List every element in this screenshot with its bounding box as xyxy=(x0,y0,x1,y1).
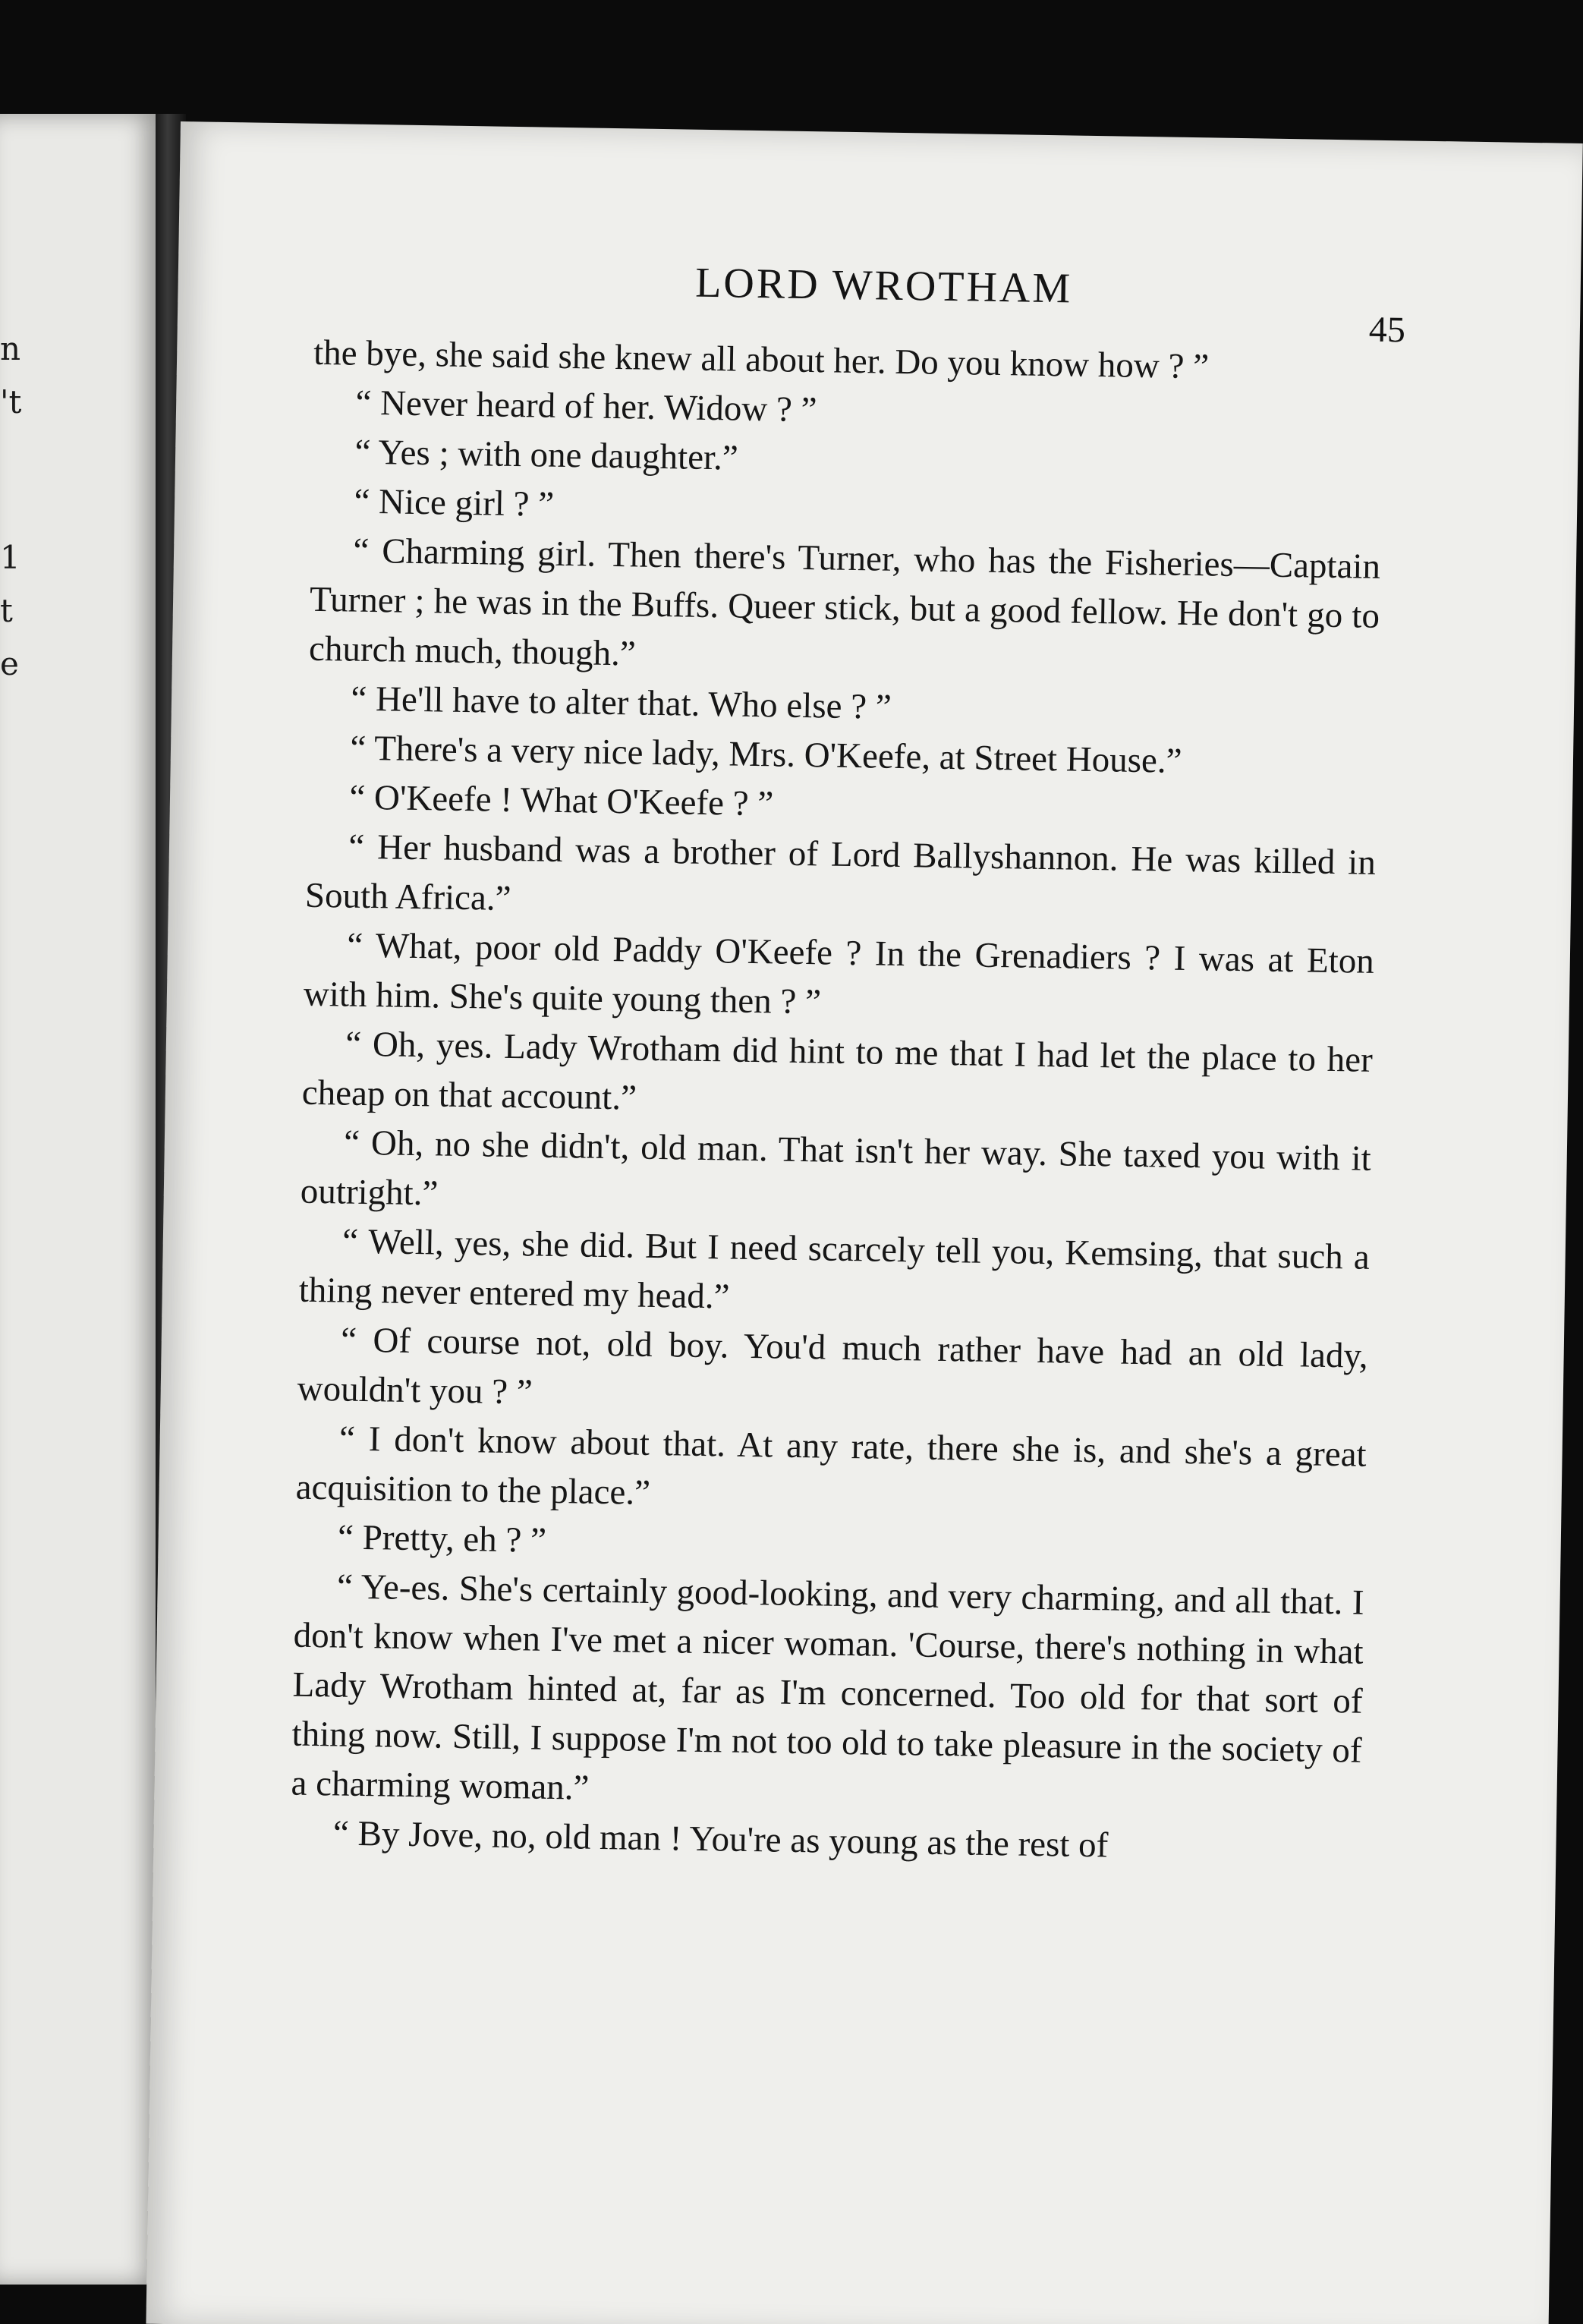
body-text xyxy=(290,329,1383,1875)
left-page-fragment: 1 xyxy=(0,539,20,576)
paragraph: “ Of course not, old boy. You'd much rather have had an old lady, wouldn't you ? ” xyxy=(297,1320,1369,1412)
paragraph: “ Yes ; with one daughter.” xyxy=(354,432,739,478)
paragraph: “ O'Keefe ! What O'Keefe ? ” xyxy=(349,777,774,824)
paragraph: the bye, she said she knew all about her. Do you know how ? ” xyxy=(313,332,1210,387)
left-page-fragment: 't xyxy=(0,383,22,420)
left-page-fragment: n xyxy=(0,330,21,367)
paragraph: “ There's a very nice lady, Mrs. O'Keefe, at Street House.” xyxy=(350,728,1182,781)
paragraph: “ Pretty, eh ? ” xyxy=(337,1517,547,1560)
left-page-fragment: t xyxy=(0,592,13,629)
paragraph: “ Charming girl. Then there's Turner, who has the Fisheries—Captain Turner ; he was in the Buffs. Queer stick, but a good fellow. He don't go to church much, though.” xyxy=(308,531,1381,674)
page-number: 45 xyxy=(1368,309,1406,351)
paragraph: “ Nice girl ? ” xyxy=(354,481,555,524)
paragraph: “ I don't know about that. At any rate, there she is, and she's a great acquisition to the place.” xyxy=(295,1419,1367,1513)
paragraph: “ He'll have to alter that. Who else ? ” xyxy=(351,679,892,727)
paragraph: “ Well, yes, she did. But I need scarcely tell you, Kemsing, that such a thing never entered my head.” xyxy=(298,1221,1371,1317)
paragraph: “ By Jove, no, old man ! You're as young as the rest of xyxy=(332,1813,1109,1866)
paragraph: “ Oh, no she didn't, old man. That isn't her way. She taxed you with it outright.” xyxy=(300,1123,1372,1214)
left-facing-page xyxy=(0,114,159,2285)
running-title: LORD WROTHAM xyxy=(694,259,1073,313)
paragraph: “ Oh, yes. Lady Wrotham did hint to me that I had let the place to her cheap on that account.” xyxy=(301,1024,1374,1118)
paragraph: “ What, poor old Paddy O'Keefe ? In the Grenadiers ? I was at Eton with him. She's quite young then ? ” xyxy=(303,925,1375,1022)
paragraph: “ Her husband was a brother of Lord Ballyshannon. He was killed in South Africa.” xyxy=(304,827,1377,918)
book-page xyxy=(146,121,1582,2324)
paragraph: “ Never heard of her. Widow ? ” xyxy=(355,383,817,430)
paragraph: “ Ye-es. She's certainly good-looking, and very charming, and all that. I don't know when I've met a nicer woman. 'Course, there's nothing in what Lady Wrotham hinted at, far as I'm concerned. Too old for that sort of thing now. Still, I suppose I'm not too old to take pleasure in the society of a charming woman.” xyxy=(291,1567,1364,1808)
left-page-fragment: e xyxy=(0,645,19,682)
